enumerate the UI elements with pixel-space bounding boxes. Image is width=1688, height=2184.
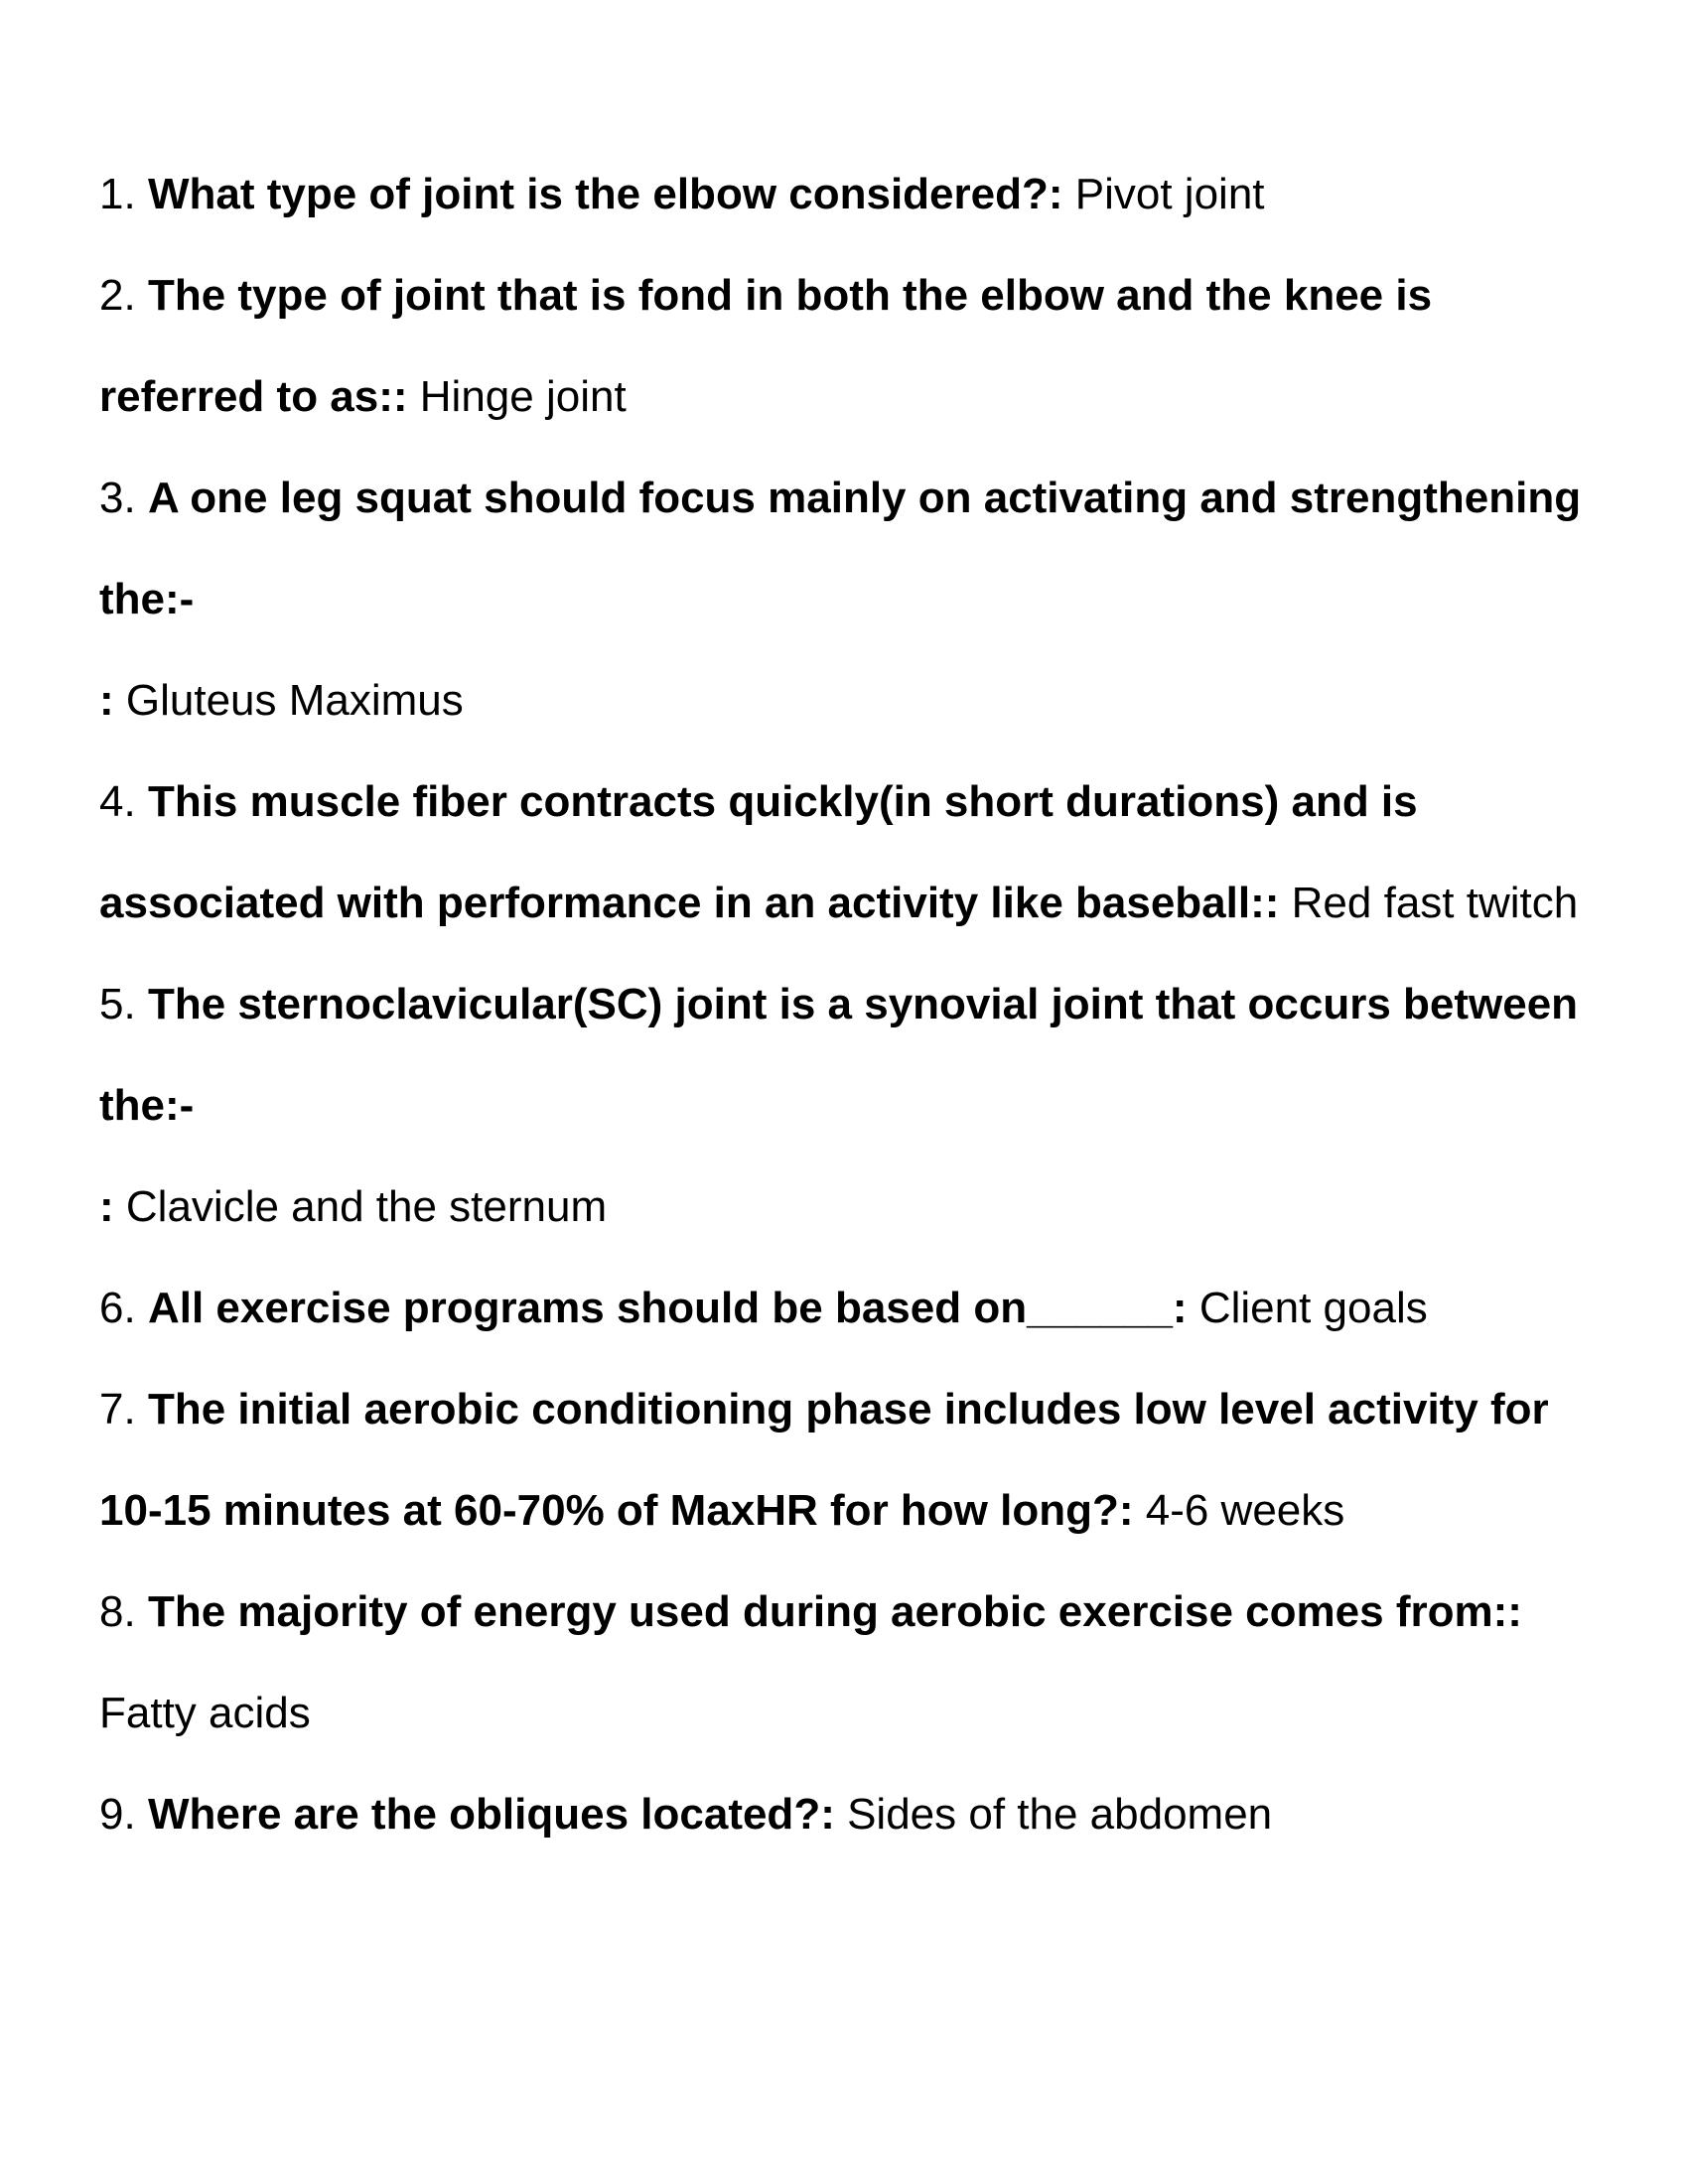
list-item: [99, 954, 1589, 1258]
item-number: 3.: [99, 474, 136, 522]
list-item: [99, 1258, 1589, 1359]
question-text: What type of joint is the elbow considered?:: [147, 170, 1063, 218]
question-text: This muscle fiber contracts quickly(in short durations) and is associated with performance in an activity like baseball::: [99, 777, 1418, 927]
list-item: [99, 751, 1589, 954]
answer-text: Sides of the abdomen: [847, 1790, 1273, 1839]
item-number: 2.: [99, 271, 136, 320]
question-text: The majority of energy used during aerobic exercise comes from::: [147, 1587, 1522, 1636]
answer-text: Fatty acids: [99, 1689, 311, 1737]
item-number: 9.: [99, 1790, 136, 1839]
question-text: The sternoclavicular(SC) joint is a synovial joint that occurs between the:-: [99, 980, 1579, 1130]
answer-text: Client goals: [1198, 1284, 1428, 1332]
item-number: 5.: [99, 980, 136, 1028]
item-number: 7.: [99, 1385, 136, 1433]
question-text: All exercise programs should be based on______:: [147, 1284, 1188, 1332]
answer-text: Pivot joint: [1074, 170, 1265, 218]
question-text: The type of joint that is fond in both the elbow and the knee is referred to as::: [99, 271, 1433, 421]
question-text: A one leg squat should focus mainly on activating and strengthening the:-: [99, 474, 1582, 623]
item-number: 8.: [99, 1587, 136, 1636]
list-item: [99, 448, 1589, 751]
answer-text: 4-6 weeks: [1145, 1486, 1345, 1535]
list-item: [99, 245, 1589, 448]
answer-text: Clavicle and the sternum: [125, 1182, 608, 1231]
question-text: The initial aerobic conditioning phase includes low level activity for 10-15 minutes at 60-70% of MaxHR for how long?:: [99, 1385, 1549, 1535]
question-list: [99, 144, 1589, 1865]
answer-line: [99, 650, 1589, 751]
list-item: [99, 1764, 1589, 1865]
answer-text: Red fast twitch: [1291, 879, 1579, 927]
answer-line: [99, 1157, 1589, 1258]
list-item: [99, 144, 1589, 245]
answer-text: Gluteus Maximus: [125, 676, 464, 725]
item-number: 4.: [99, 777, 136, 826]
answer-text: Hinge joint: [419, 372, 627, 421]
answer-separator: :: [99, 1182, 114, 1231]
list-item: [99, 1562, 1589, 1764]
item-number: 1.: [99, 170, 136, 218]
question-text: Where are the obliques located?:: [147, 1790, 835, 1839]
item-number: 6.: [99, 1284, 136, 1332]
answer-separator: :: [99, 676, 114, 725]
list-item: [99, 1359, 1589, 1562]
